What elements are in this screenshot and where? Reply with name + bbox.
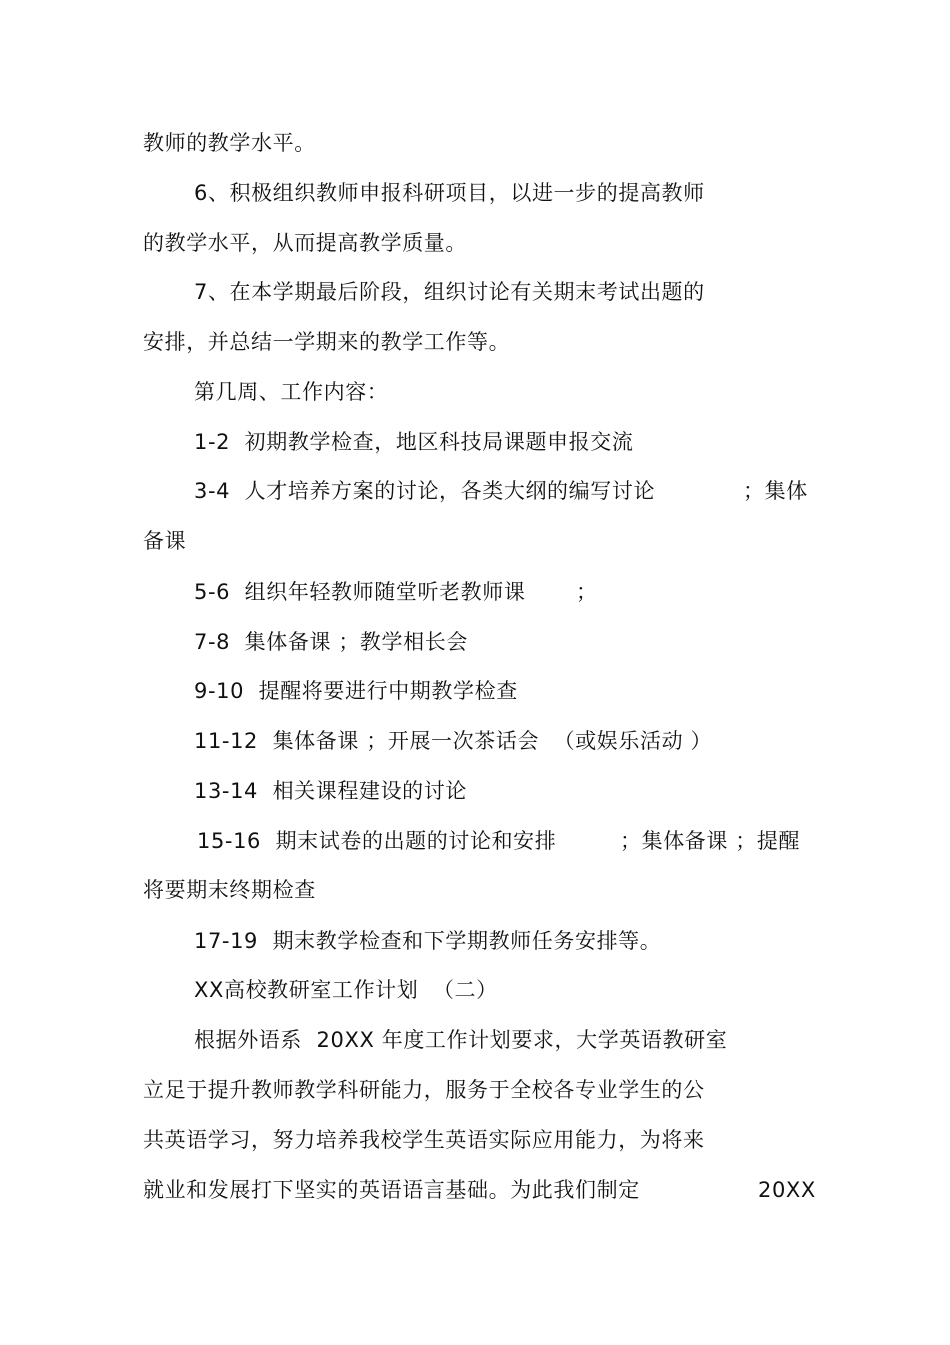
paragraph-line: 的教学水平，从而提高教学质量。 — [143, 231, 467, 255]
paragraph-line: 6、积极组织教师申报科研项目，以进一步的提高教师 — [194, 181, 705, 205]
schedule-row-suffix: ；集体 — [743, 479, 808, 503]
schedule-row: 11-12 集体备课 ；开展一次茶话会 （或娱乐活动 ） — [194, 729, 713, 753]
schedule-row-suffix: ； — [576, 580, 598, 604]
paragraph-line: 共英语学习，努力培养我校学生英语实际应用能力，为将来 — [143, 1128, 705, 1152]
schedule-row: 5-6 组织年轻教师随堂听老教师课 — [194, 580, 526, 604]
section-heading: 第几周、工作内容： — [194, 380, 389, 404]
schedule-row-suffix: ；集体备课 ；提醒 — [620, 829, 801, 853]
schedule-row: 1-2 初期教学检查，地区科技局课题申报交流 — [194, 430, 634, 454]
paragraph-line: 根据外语系 20XX 年度工作计划要求，大学英语教研室 — [194, 1028, 728, 1052]
paragraph-line: 安排，并总结一学期来的教学工作等。 — [143, 330, 511, 354]
paragraph-line: 教师的教学水平。 — [143, 131, 316, 155]
schedule-row: 13-14 相关课程建设的讨论 — [194, 779, 467, 803]
paragraph-line-suffix: 20XX — [758, 1178, 816, 1202]
paragraph-line: 就业和发展打下坚实的英语语言基础。为此我们制定 — [143, 1178, 640, 1202]
schedule-row: 7-8 集体备课 ；教学相长会 — [194, 630, 468, 654]
schedule-row: 17-19 期末教学检查和下学期教师任务安排等。 — [194, 929, 662, 953]
section-title: XX高校教研室工作计划 （二） — [194, 978, 498, 1002]
schedule-row: 9-10 提醒将要进行中期教学检查 — [194, 679, 518, 703]
paragraph-line: 备课 — [143, 529, 187, 553]
paragraph-line: 将要期末终期检查 — [143, 878, 316, 902]
schedule-row: 3-4 人才培养方案的讨论，各类大纲的编写讨论 — [194, 479, 656, 503]
schedule-row: 15-16 期末试卷的出题的讨论和安排 — [197, 829, 557, 853]
paragraph-line: 立足于提升教师教学科研能力，服务于全校各专业学生的公 — [143, 1078, 705, 1102]
paragraph-line: 7、在本学期最后阶段，组织讨论有关期末考试出题的 — [194, 280, 705, 304]
